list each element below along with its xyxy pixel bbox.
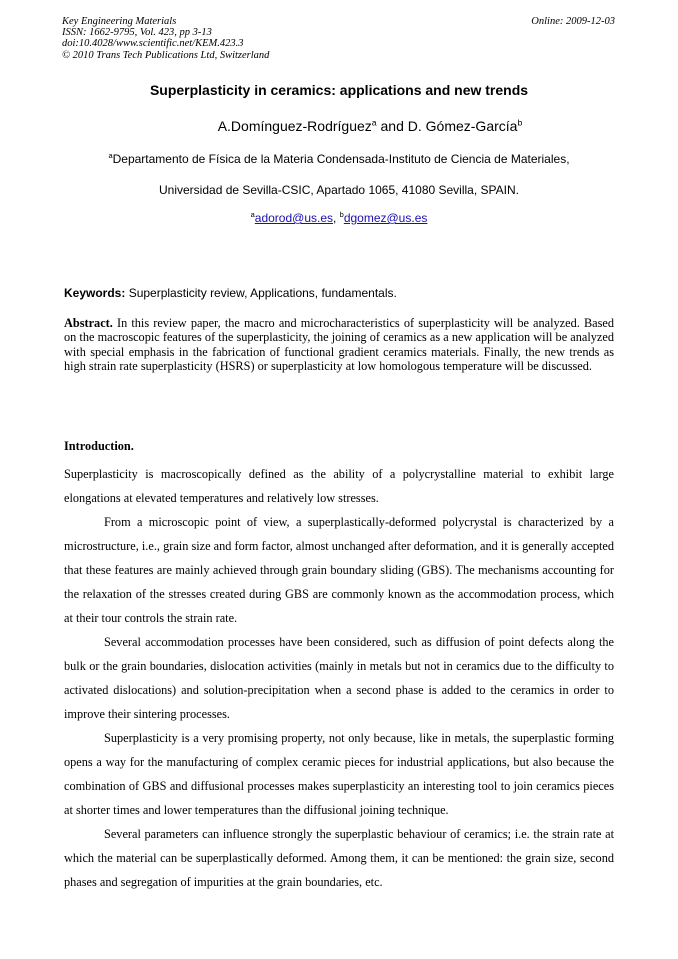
author-2-affiliation-mark: b [517,117,523,128]
email-link-b[interactable]: dgomez@us.es [343,211,428,225]
paragraph-5: Several parameters can influence strongly the superplastic behaviour of ceramics; i.e. the strain rate at which the material can be superplastically deformed. Among them, it can be mentioned: the grain size, second phases and segregation of impurities at the grain boundaries, etc. [64,827,614,889]
copyright-line: © 2010 Trans Tech Publications Ltd, Switzerland [62,49,270,61]
author-1: A.Domínguez-Rodríguez [217,118,372,134]
paragraph-1: Superplasticity is macroscopically defined as the ability of a polycrystalline material to exhibit large elongations at elevated temperatures and relatively low stresses. [64,467,614,505]
issn-line: ISSN: 1662-9795, Vol. 423, pp 3-13 [62,27,212,39]
keywords-text: Superplasticity review, Applications, fundamentals. [125,286,397,300]
abstract-label: Abstract. [64,316,113,330]
paragraph-3: Several accommodation processes have been considered, such as diffusion of point defects along the bulk or the grain boundaries, dislocation activities (mainly in metals but not in ceramics due to the difficulty to activated dislocations) and solution-precipitation when a second phase is added to the ceramics in order to improve their sintering processes. [64,635,614,721]
abstract-text: In this review paper, the macro and microcharacteristics of superplasticity will be analyzed. Based on the macroscopic features of the superplasticity, the joining of ceramics as a new application will be analyzed with special emphasis in the fabrication of functional gradient ceramics materials. Finally, the new trends as high strain rate superplasticity (HSRS) or superplasticity at low homologous temperature will be discussed. [64,316,614,374]
affiliation-line-1 [0,152,678,166]
paper-title: Superplasticity in ceramics: applications and new trends [149,82,529,98]
author-connector: and [376,118,408,134]
introduction-body [64,462,614,894]
doi-line: doi:10.4028/www.scientific.net/KEM.423.3 [62,38,244,50]
paragraph-2: From a microscopic point of view, a superplastically-deformed polycrystal is characterized by a microstructure, i.e., grain size and form factor, almost unchanged after deformation, and it is generally accepted that these features are mainly achieved through grain boundary sliding (GBS). The mechanisms accounting for the relaxation of the stresses created during GBS are commonly known as the accommodation process, which at their tour controls the strain rate. [64,515,614,625]
email-link-a[interactable]: adorod@us.es [254,211,333,225]
paragraph-4: Superplasticity is a very promising property, not only because, like in metals, the superplastic forming opens a way for the manufacturing of complex ceramic pieces for industrial applications, but also because the combination of GBS and diffusional processes makes superplasticity an interesting tool to join ceramics pieces at shorter times and lower temperatures than the diffusional joining technique. [64,731,614,817]
email-mark-a: a [250,210,255,219]
introduction-heading: Introduction. [64,439,134,453]
abstract [64,316,614,374]
author-1-affiliation-mark: a [371,117,377,128]
affiliation-line-2: Universidad de Sevilla-CSIC, Apartado 1065, 41080 Sevilla, SPAIN. [159,183,519,197]
email-line [0,211,678,225]
keywords [64,286,614,300]
email-mark-b: b [339,210,344,219]
author-2: D. Gómez-García [407,118,518,134]
email-separator: , [333,211,340,225]
journal-name: Key Engineering Materials [62,16,177,27]
author-list [0,118,678,134]
journal-header [62,16,615,61]
affiliation-text-1: Departamento de Física de la Materia Condensada-Instituto de Ciencia de Materiales, [112,152,570,166]
affiliation-mark: a [108,151,113,160]
keywords-label: Keywords: [64,286,126,300]
online-date: Online: 2009-12-03 [531,16,615,27]
